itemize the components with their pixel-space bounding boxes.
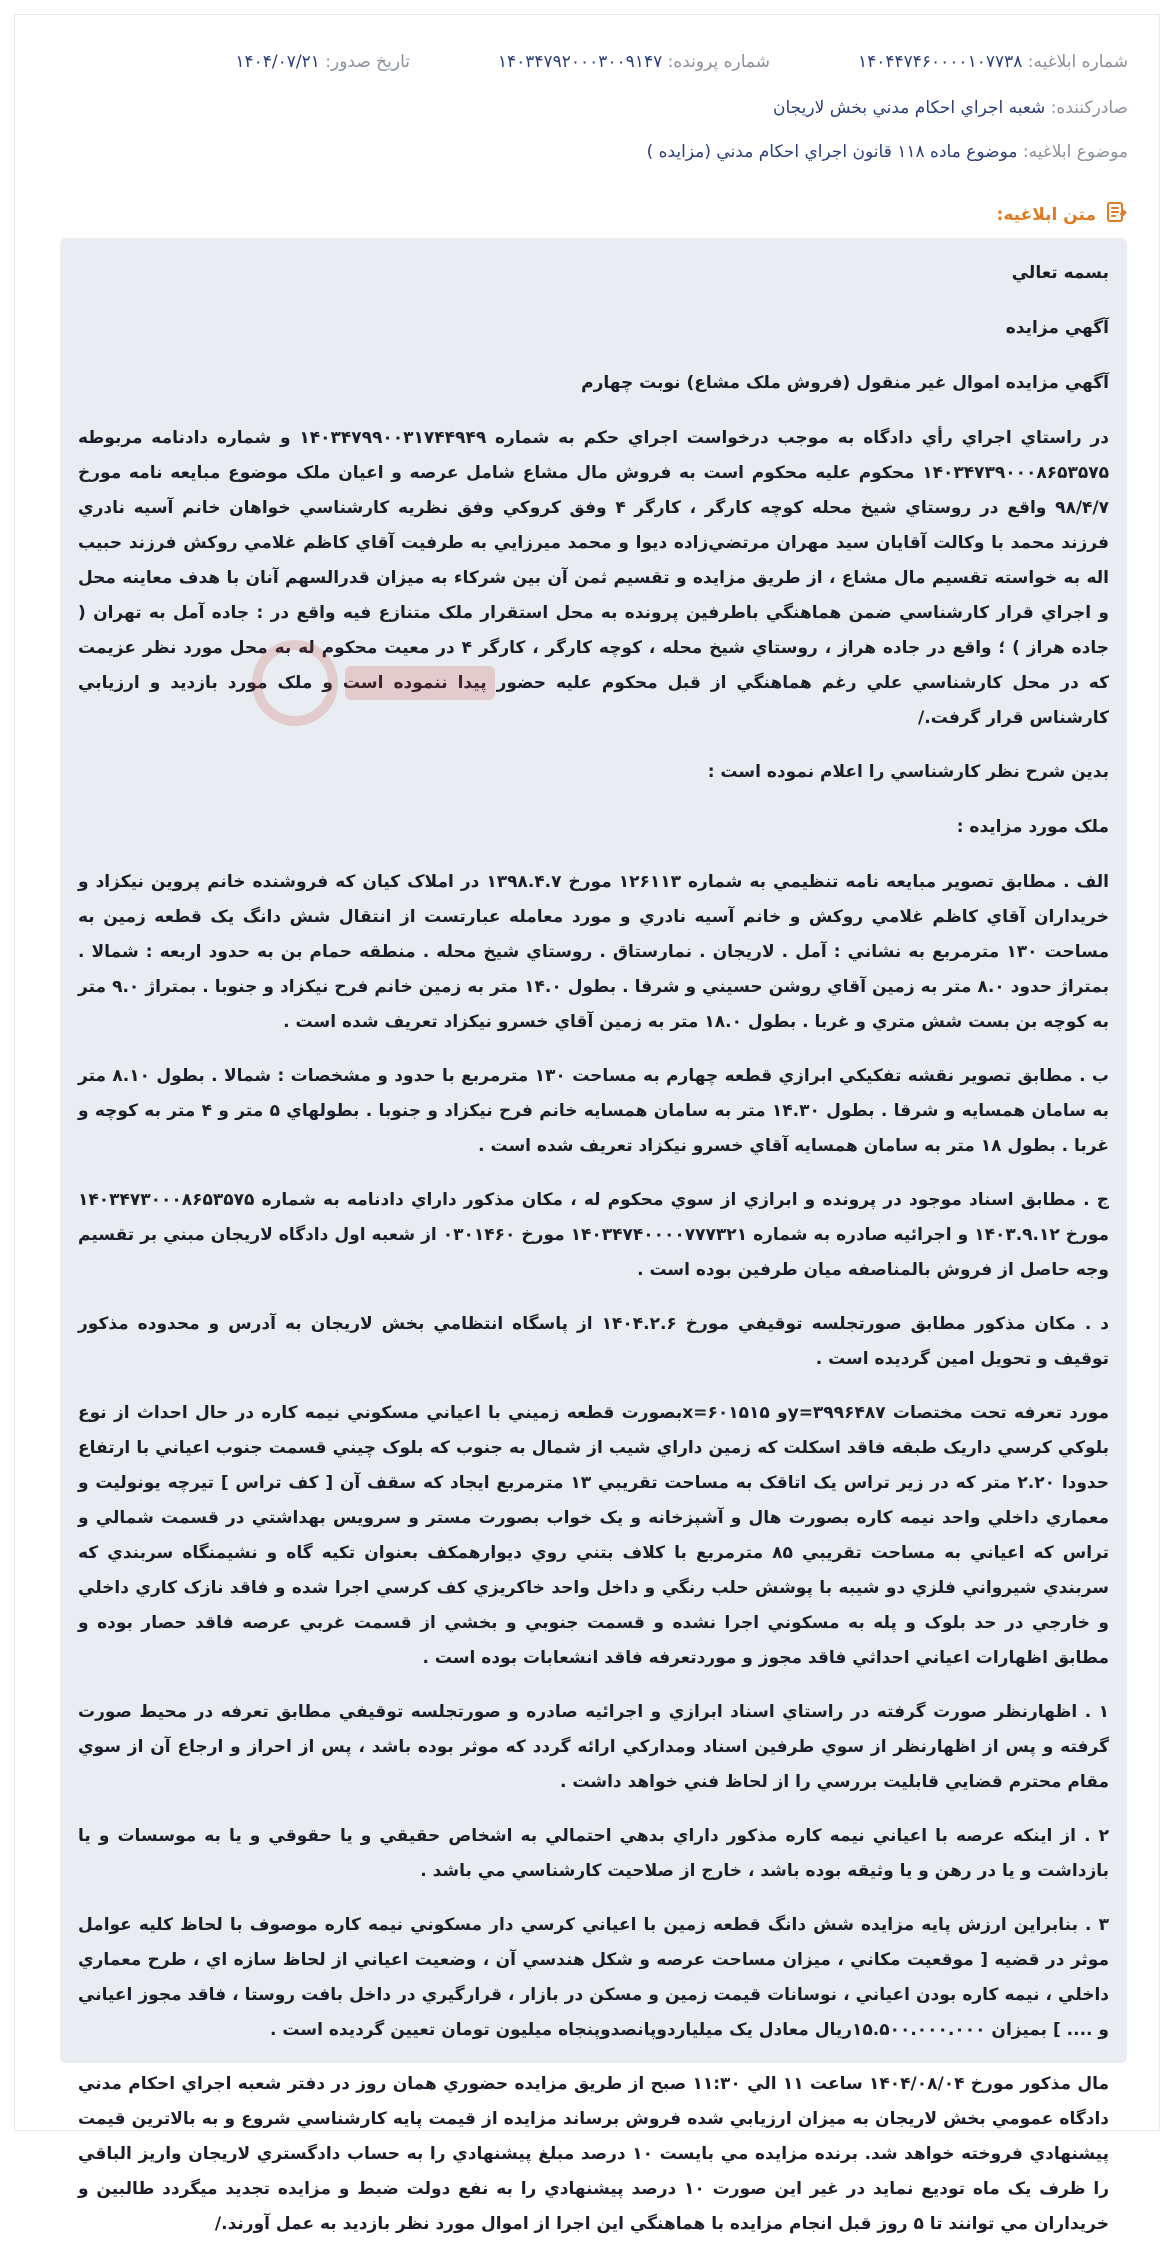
document-pen-icon (1104, 200, 1128, 229)
notice-number-value: ۱۴۰۴۴۷۴۶۰۰۰۰۱۰۷۷۳۸ (858, 52, 1023, 72)
case-number-value: ۱۴۰۳۴۷۹۲۰۰۰۳۰۰۹۱۴۷ (497, 52, 663, 72)
case-number (498, 52, 770, 72)
para-title: آگهي مزايده (1005, 318, 1109, 338)
para-description: مورد تعرفه تحت مختصات y=۳۹۹۶۴۸۷و x=۶۰۱۵۱۵بصورت قطعه زميني با اعياني مسکوني نيمه کاره در حال احداث از نوع بلوکي کرسي داريک طبقه فاقد اسکلت که زمين داراي شيب از شمال به جنوب که بلوک چيني قسمت جنوب اعياني با ارتفاع حدودا ۲.۲۰ متر که در زير تراس يک اتاقک به مساحت تقريبي ۱۳ مترمربع ايجاد که سقف آن [ کف تراس ] تيرچه يونوليت و معماري داخلي واحد نيمه کاره بصورت هال و آشپزخانه و يک خواب بصورت مستر و سرويس بهداشتي در قسمت شمالي و تراس که اعياني به مساحت تقريبي ۸۵ مترمربع با کلاف بتني روي ديوارهمکف بعنوان تکيه گاه و نشيمنگاه سربندي که سربندي شيرواني فلزي دو شيبه با پوشش حلب رنگي و داخل واحد خاکريزي کف کرسي اجرا شده و فاقد نازک کاري داخلي و خارجي در حد بلوک و پله به مسکوني اجرا نشده و قسمت جنوبي و بخشي از قسمت غربي عرصه فاقد حصار بوده و مطابق اظهارات اعياني احداثي فاقد مجوز و موردتعرفه فاقد انشعابات بوده است . (78, 1403, 1110, 1668)
para-note-2: ۲ . از اينکه عرصه با اعياني نيمه کاره مذکور داراي بدهي احتمالي به اشخاص حقيقي و يا حقوقي و يا به موسسات و يا بازداشت و يا در رهن و يا وثيقه بوده باشد ، خارج از صلاحيت کارشناسي مي باشد . (78, 1826, 1109, 1881)
para-note-1: ۱ . اظهارنظر صورت گرفته در راستاي اسناد ابرازي و اجرائيه صادره و صورتجلسه توقيفي مطابق تعرفه در محيط صورت گرفته و پس از اظهارنظر از سوي طرفين اسناد ومدارکي ارائه گردد که موثر بوده باشد ، پس از احراز و ارجاع آن از سوي مقام محترم قضايي قابليت بررسي را از لحاظ فني خواهد داشت . (78, 1702, 1109, 1792)
para-intro: در راستاي اجراي رأي دادگاه به موجب درخواست اجراي حکم به شماره ۱۴۰۳۴۷۹۹۰۰۳۱۷۴۴۹۴۹ و شماره دادنامه مربوطه ۱۴۰۳۴۷۳۹۰۰۰۸۶۵۳۵۷۵ محکوم عليه محکوم است به فروش مال مشاع شامل عرصه و اعيان ملک موضوع مبايعه نامه مورخ ۹۸/۴/۷ واقع در روستاي شيخ محله کوچه کارگر ، کارگر ۴ وفق کروکي وفق نظريه کارشناسي خواهان خانم آسيه نادري فرزند محمد با وکالت آقايان سيد مهران مرتضي‌زاده ديوا و محمد ميرزايي به طرفيت آقاي کاظم غلامي روکش فرزند حبيب اله به خواسته تقسيم مال مشاع ، از طريق مزايده و تقسيم ثمن آن بين شرکاء به ميزان قدرالسهم آنان با هدف معاينه محل و اجراي قرار کارشناسي ضمن هماهنگي باطرفين پرونده به محل استقرار ملک متنازع فيه واقع در : جاده آمل به تهران ( جاده هراز ) ؛ واقع در جاده هراز ، روستاي شيخ محله ، کوچه کارگر ، کارگر ۴ در معيت محکوم له به محل مورد نظر عزيمت که در محل کارشناسي علي رغم هماهنگي از قبل محکوم عليه حضور پيدا ننموده است و ملک مورد بازديد و ارزيابي کارشناس قرار گرفت./ (78, 428, 1110, 728)
meta-row (46, 52, 1128, 82)
issuer-value: شعبه اجراي احکام مدني بخش لاريجان (773, 98, 1046, 118)
notice-number-label: شماره ابلاغيه: (1027, 52, 1128, 72)
notice-body (60, 238, 1127, 2234)
para-item-b: ب . مطابق تصوير نقشه تفکيکي ابرازي قطعه چهارم به مساحت ۱۳۰ مترمربع با حدود و مشخصات : شمالا . بطول ۸.۱۰ متر به سامان همسايه و شرقا . بطول ۱۴.۳۰ متر به سامان همسايه خانم فرح نيکزاد و جنوبا . بطولهاي ۵ متر و ۴ متر به کوچه و غربا . بطول ۱۸ متر به سامان همسايه آقاي خسرو نيکزاد تعريف شده است . (78, 1066, 1109, 1156)
subject (46, 142, 1128, 162)
subject-value: موضوع ماده ۱۱۸ قانون اجراي احکام مدني (مزايده ) (646, 142, 1018, 162)
para-subtitle: آگهي مزايده اموال غير منقول (فروش ملک مشاع) نوبت چهارم (581, 373, 1109, 393)
para-expert-opinion: بدين شرح نظر کارشناسي را اعلام نموده است : (707, 762, 1109, 782)
issue-date-label: تاريخ صدور: (325, 52, 410, 72)
case-number-label: شماره پرونده: (667, 52, 770, 72)
para-auction-terms: مال مذکور مورخ ۱۴۰۴/۰۸/۰۴ ساعت ۱۱ الي ۱۱:۳۰ صبح از طريق مزايده حضوري همان روز در دفتر شعبه اجراي احکام مدني دادگاه عمومي بخش لاريجان به ميزان ارزيابي شده فروش برساند مزايده از قيمت پايه کارشناسي شروع و به بالاترين قيمت پيشنهادي فروخته خواهد شد. برنده مزايده مي بايست ۱۰ درصد مبلغ پيشنهادي را به حساب دادگستري لاريجان واريز الباقي را ظرف يک ماه توديع نمايد در غير اين صورت ۱۰ درصد پيشنهادي را به نفع دولت ضبط و مزايده تجديد ميگردد طالبين و خريداران مي توانند تا ۵ روز قبل انجام مزايده با هماهنگي اين اجرا از اموال مورد نظر بازديد به عمل آورند./ (78, 2074, 1110, 2234)
notice-number (858, 52, 1128, 72)
para-item-c: ج . مطابق اسناد موجود در پرونده و ابرازي از سوي محکوم له ، مکان مذکور داراي دادنامه به شماره ۱۴۰۳۴۷۳۰۰۰۸۶۵۳۵۷۵ مورخ ۱۴۰۳.۹.۱۲ و اجرائيه صادره به شماره ۱۴۰۳۴۷۴۰۰۰۰۷۷۷۳۲۱ مورخ ۱۴۶۰‏۰۳۰ از شعبه اول دادگاه لاريجان مبني بر تقسيم وجه حاصل از فروش بالمناصفه ميان طرفين بوده است . (78, 1190, 1110, 1280)
para-item-d: د . مکان مذکور مطابق صورتجلسه توقيفي مورخ ۱۴۰۴.۲.۶ از پاسگاه انتظامي بخش لاريجان به آدرس و محدوده مذکور توقيف و تحويل امين گرديده است . (78, 1314, 1110, 1369)
issuer-label: صادرکننده: (1050, 98, 1128, 118)
para-item-a: الف . مطابق تصوير مبايعه نامه تنظيمي به شماره ۱۲۶۱۱۳ مورخ ۱۳۹۸.۴.۷ در املاک کيان که فروشنده خانم پروين نيکزاد و خريداران آقاي کاظم غلامي روکش و خانم آسيه نادري و مورد معامله عبارتست از انتقال شش دانگ يک قطعه زمين به مساحت ۱۳۰ مترمربع به نشاني : آمل . لاريجان . نمارستاق . روستاي شيخ محله . منطقه حمام بن به حدود اربعه : شمالا . بمتراژ حدود ۸.۰ متر به زمين آقاي روشن حسيني و شرقا . بطول ۱۴.۰ متر به زمين خانم فرح نيکزاد و جنوبا . بمتراژ ۹.۰ متر به کوچه بن بست شش متري و غربا . بطول ۱۸.۰ متر به زمين آقاي خسرو نيکزاد تعريف شده است . (78, 872, 1110, 1032)
para-note-3: ۳ . بنابراين ارزش پايه مزايده شش دانگ قطعه زمين با اعياني کرسي دار مسکوني نيمه کاره موصوف با لحاظ کليه عوامل موثر در قضيه [ موقعيت مکاني ، ميزان مساحت عرصه و شکل هندسي آن ، وضعيت اعياني از لحاظ سازه اي ، طرح معماري داخلي ، نيمه کاره بودن اعياني ، نوسانات قيمت زمين و مسکن در بازار ، قرارگيري در داخل بافت روستا ، فاقد مجوز اعياني و .... ] بميزان ۱۵.۵۰۰.۰۰۰.۰۰۰ريال معادل يک ميليارد‌وپانصد‌وپنجاه ميليون تومان تعيين گرديده است . (78, 1915, 1109, 2040)
notice-heading-text: متن ابلاغيه: (996, 204, 1096, 225)
issue-date-value: ۱۴۰۴/۰۷/۲۱ (235, 52, 320, 72)
issue-date (235, 52, 410, 72)
issuer (46, 98, 1128, 118)
para-property-heading: ملک مورد مزايده : (956, 817, 1109, 837)
para-bismillah: بسمه تعالي (1011, 263, 1109, 283)
notice-heading (997, 200, 1128, 229)
subject-label: موضوع ابلاغيه: (1022, 142, 1128, 162)
